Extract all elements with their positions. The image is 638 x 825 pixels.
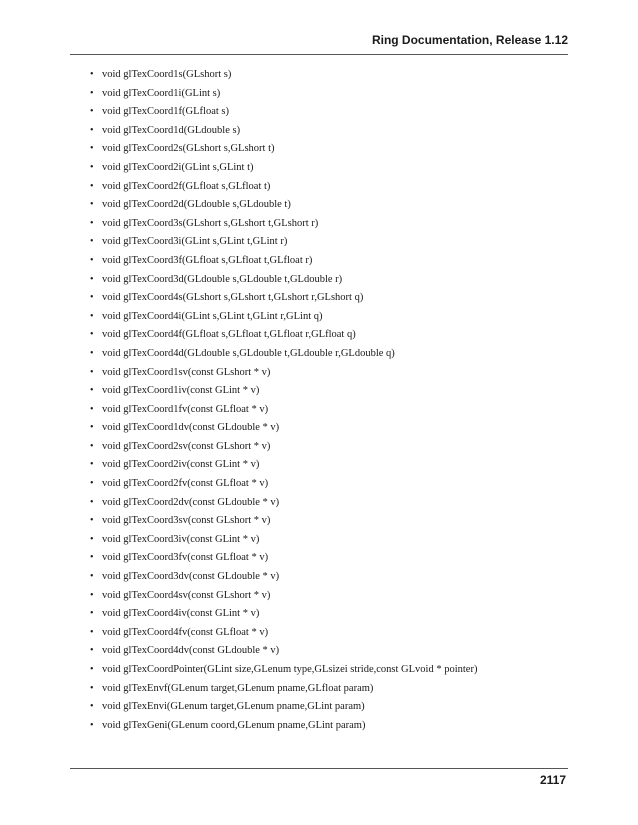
bullet-icon: • [90,69,94,80]
list-item-text: void glTexCoord1dv(const GLdouble * v) [102,422,280,434]
list-item [90,624,568,643]
footer-divider [70,768,568,769]
bullet-icon: • [90,682,94,694]
list-item [90,66,568,85]
bullet-icon: • [90,347,94,359]
bullet-icon: • [90,329,94,341]
list-item-text: void glTexCoord3dv(const GLdouble * v) [102,571,280,583]
list-item [90,382,568,401]
bullet-icon: • [90,422,94,434]
bullet-icon: • [90,385,94,397]
list-item-text: void glTexCoord1i(GLint s) [102,87,221,99]
list-item [90,196,568,215]
list-item-text: void glTexCoord2s(GLshort s,GLshort t) [102,143,275,155]
list-item-text: void glTexCoord2f(GLfloat s,GLfloat t) [102,180,271,192]
list-item-text: void glTexCoordPointer(GLint size,GLenum type,GLsizei stride,const GLvoid * pointer) [102,664,478,675]
list-item-text: void glTexCoord1f(GLfloat s) [102,106,229,118]
list-item [90,717,568,736]
bullet-icon: • [90,292,94,304]
list-item-text: void glTexCoord4d(GLdouble s,GLdouble t,GLdouble r,GLdouble q) [102,347,395,359]
bullet-icon: • [90,310,94,322]
bullet-icon: • [90,645,94,657]
list-item [90,531,568,550]
list-item-text: void glTexCoord2sv(const GLshort * v) [102,440,271,452]
list-item-text: void glTexCoord4f(GLfloat s,GLfloat t,GLfloat r,GLfloat q) [102,329,356,341]
list-item [90,308,568,327]
list-item-text: void glTexCoord3iv(const GLint * v) [102,533,260,545]
list-item-text: void glTexCoord1fv(const GLfloat * v) [102,403,269,415]
list-item [90,178,568,197]
list-item [90,605,568,624]
bullet-icon: • [90,217,94,229]
list-item-text: void glTexCoord4dv(const GLdouble * v) [102,645,280,657]
list-item-text: void glTexCoord1iv(const GLint * v) [102,385,260,397]
bullet-icon: • [90,236,94,248]
bullet-icon: • [90,701,94,713]
list-item-text: void glTexCoord2fv(const GLfloat * v) [102,478,269,490]
list-item [90,345,568,364]
bullet-icon: • [90,440,94,452]
list-item [90,642,568,661]
list-item-text: void glTexEnvi(GLenum target,GLenum pname,GLint param) [102,701,365,713]
list-item [90,456,568,475]
bullet-icon: • [90,552,94,564]
bullet-icon: • [90,459,94,471]
list-item-text: void glTexCoord4iv(const GLint * v) [102,608,260,620]
list-item-text: void glTexCoord3s(GLshort s,GLshort t,GLshort r) [102,217,319,229]
list-item-text: void glTexCoord1d(GLdouble s) [102,124,241,136]
function-list [90,66,568,735]
list-item [90,587,568,606]
list-item-text: void glTexGeni(GLenum coord,GLenum pname,GLint param) [102,719,366,731]
bullet-icon: • [90,403,94,415]
list-item-text: void glTexEnvf(GLenum target,GLenum pname,GLfloat param) [102,682,374,694]
bullet-icon: • [90,571,94,583]
bullet-icon: • [90,161,94,173]
list-item-text: void glTexCoord3fv(const GLfloat * v) [102,552,269,564]
bullet-icon: • [90,106,94,118]
list-item-text: void glTexCoord4i(GLint s,GLint t,GLint r,GLint q) [102,310,323,322]
bullet-icon: • [90,608,94,620]
list-item-text: void glTexCoord4s(GLshort s,GLshort t,GLshort r,GLshort q) [102,292,364,304]
bullet-icon: • [90,478,94,490]
list-item [90,680,568,699]
list-item-text: void glTexCoord3sv(const GLshort * v) [102,515,271,527]
list-item-text: void glTexCoord2i(GLint s,GLint t) [102,161,254,173]
list-item-text: void glTexCoord4sv(const GLshort * v) [102,589,271,601]
list-item-text: void glTexCoord2d(GLdouble s,GLdouble t) [102,199,291,211]
list-item [90,494,568,513]
list-item [90,419,568,438]
bullet-icon: • [90,143,94,155]
list-item [90,233,568,252]
list-item [90,326,568,345]
bullet-icon: • [90,180,94,192]
bullet-icon: • [90,664,94,675]
list-item [90,568,568,587]
list-item-text: void glTexCoord4fv(const GLfloat * v) [102,626,269,638]
list-item-text: void glTexCoord2dv(const GLdouble * v) [102,496,280,508]
list-item-text: void glTexCoord3d(GLdouble s,GLdouble t,GLdouble r) [102,273,343,285]
list-item [90,698,568,717]
list-item [90,140,568,159]
bullet-icon: • [90,626,94,638]
list-item [90,438,568,457]
list-item [90,159,568,178]
list-item [90,661,568,680]
bullet-icon: • [90,273,94,285]
list-item [90,364,568,383]
bullet-icon: • [90,254,94,266]
list-item [90,103,568,122]
list-item [90,289,568,308]
bullet-icon: • [90,515,94,527]
list-item [90,401,568,420]
list-item [90,215,568,234]
bullet-icon: • [90,124,94,136]
bullet-icon: • [90,496,94,508]
list-item [90,271,568,290]
page-header-title: Ring Documentation, Release 1.12 [371,33,568,47]
page-number: 2117 [539,773,566,787]
header-divider [70,54,568,55]
list-item [90,122,568,141]
bullet-icon: • [90,366,94,378]
list-item [90,549,568,568]
list-item-text: void glTexCoord1sv(const GLshort * v) [102,366,271,378]
list-item-text: void glTexCoord3f(GLfloat s,GLfloat t,GLfloat r) [102,254,313,266]
list-item-text: void glTexCoord3i(GLint s,GLint t,GLint r) [102,236,288,248]
list-item [90,252,568,271]
bullet-icon: • [90,533,94,545]
list-item [90,475,568,494]
list-item [90,512,568,531]
bullet-icon: • [90,87,94,99]
list-item-text: void glTexCoord1s(GLshort s) [102,69,232,80]
bullet-icon: • [90,199,94,211]
bullet-icon: • [90,719,94,731]
list-item [90,85,568,104]
bullet-icon: • [90,589,94,601]
list-item-text: void glTexCoord2iv(const GLint * v) [102,459,260,471]
